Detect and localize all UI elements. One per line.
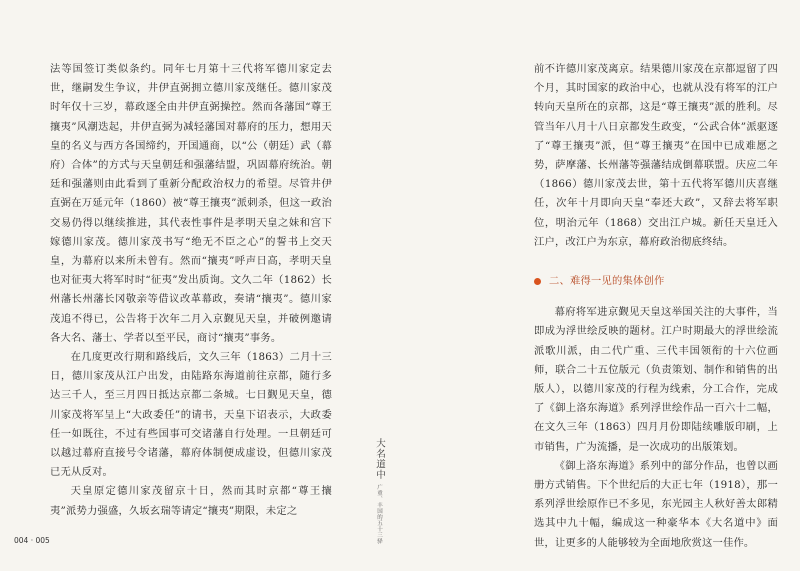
left-paragraph-3: 天皇原定德川家茂留京十日，然而其时京都“尊王攘夷”派势力强盛，久坂玄瑞等请定“攘夷”期限，未定之 — [50, 485, 332, 517]
right-paragraph-3: 《御上洛东海道》系列中的部分作品，也曾以画册方式销售。下个世纪后的大正七年（1918），那一系列浮世绘原作已不多见，东光园主人秋好善太郎精选其中九十幅，编成这一种豪华本《大名道中》面世，让更多的人能够较为全面地欣赏这一佳作。 — [534, 459, 778, 549]
running-title — [372, 438, 386, 544]
right-paragraph-1: 前不许德川家茂离京。结果德川家茂在京都逗留了四个月，其时国家的政治中心，也就从没有将军的江户转向天皇所在的京都，这是“尊王攘夷”派的胜利。尽管当年八月十八日京都发生政变，“公武合体”派驱逐了“尊王攘夷”派，但“尊王攘夷”在国中已成难愿之势，萨摩藩、长州藩等强藩结成倒幕联盟。庆应二年（1866）德川家茂去世，第十五代将军德川庆喜继任，次年十月即向天皇“奉还大政”，又辞去将军职位，明治元年（1868）交出江户城。新任天皇迁入江户，改江户为东京，幕府政治彻底终结。 — [534, 63, 778, 248]
book-title: 大名道中 — [374, 438, 385, 480]
left-paragraph-2: 在几度更改行期和路线后，文久三年（1863）二月十三日，德川家茂从江户出发，由陆路东海道前往京都，随行多达三千人，至三月四日抵达京都二条城。七日觐见天皇，德川家茂将军呈上“大政委任”的请书，天皇下诏表示，大政委任一如既往，不过有些国事可交诸藩自行处理。一旦朝廷可以越过幕府直接号令诸藩，幕府体制便成虚设，但德川家茂已无从反对。 — [50, 351, 332, 479]
bullet-dot-icon — [534, 278, 541, 285]
section-heading-text: 二、难得一见的集体创作 — [549, 275, 665, 288]
right-paragraph-2: 幕府将军进京觐见天皇这举国关注的大事件，当即成为浮世绘反映的题材。江户时期最大的浮世绘流派歌川派，由二代广重、三代丰国领衔的十六位画师，联合二十五位版元（负责策划、制作和销售的出版人），以德川家茂的行程为线索，分工合作，完成了《御上洛东海道》系列浮世绘作品一百六十二幅，在文久三年（1863）四月月份即陆续雕版印刷，上市销售，广为流播，是一次成功的出版策划。 — [534, 306, 778, 453]
right-page — [534, 60, 778, 553]
section-heading — [534, 272, 778, 291]
left-page — [50, 60, 332, 521]
page-numbers: 004 · 005 — [14, 536, 50, 545]
book-subtitle: 广重、丰国的五十三驿 — [376, 484, 382, 544]
left-paragraph-1: 法等国签订类似条约。同年七月第十三代将军德川家定去世，继嗣发生争议，井伊直弼拥立德川家茂继任。德川家茂时年仅十三岁，幕政逐全由井伊直弼操控。然而各藩国“尊王攘夷”风潮迭起，井伊直弼为减轻藩国对幕府的压力，想用天皇的名义与西方各国缔约，开国通商，以“公（朝廷）武（幕府）合体”的方式与天皇朝廷和强藩结盟，巩固幕府统治。朝廷和强藩则由此看到了重新分配政治权力的希望。尽管井伊直弼在万延元年（1860）被“尊王攘夷”派刺杀，但这一政治交易仍得以继续推进，其代表性事件是孝明天皇之妹和宫下嫁德川家茂。德川家茂书写“绝无不臣之心”的誓书上交天皇，为幕府以来所未曾有。然而“攘夷”呼声日高，孝明天皇也对征夷大将军时时“征夷”发出质询。文久二年（1862）长州藩长州藩长冈敬亲等借议改革幕政，奏请“攘夷”。德川家茂追不得已，公告将于次年二月入京觐见天皇，并破例邀请各大名、藩士、学者以至平民，商讨“攘夷”事务。 — [50, 63, 332, 344]
